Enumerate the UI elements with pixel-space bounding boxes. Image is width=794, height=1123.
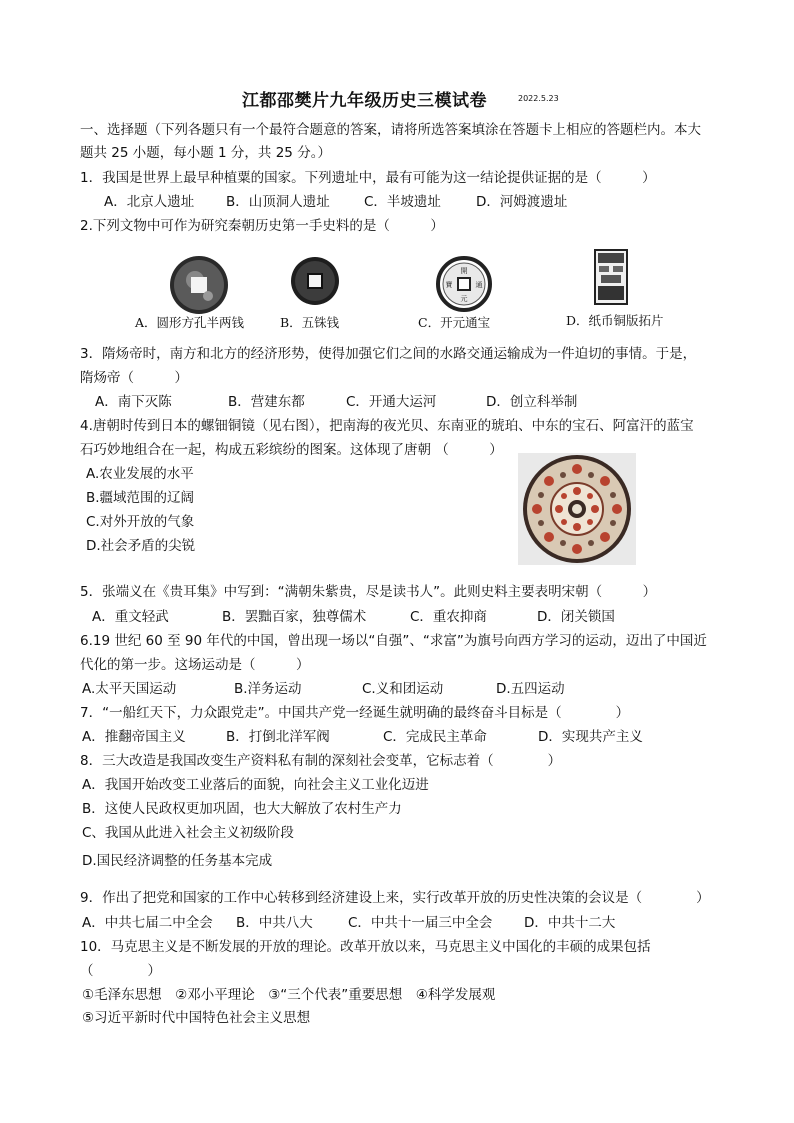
q8-option-a: A．我国开始改变工业落后的面貌，向社会主义工业化迈进	[82, 777, 429, 793]
q9-option-d: D．中共十二大	[524, 915, 616, 931]
q1-option-c: C．半坡遗址	[364, 194, 441, 210]
q2-stem: 2.下列文物中可作为研究秦朝历史第一手史料的是（ ）	[80, 218, 444, 234]
q5-stem: 5．张端义在《贵耳集》中写到：“满朝朱紫贵，尽是读书人”。此则史料主要表明宋朝（ ）	[80, 584, 657, 600]
q4-option-c: C.对外开放的气象	[86, 514, 195, 530]
q7-option-b: B．打倒北洋军阀	[226, 729, 330, 745]
q10-items-line2: ⑤习近平新时代中国特色社会主义思想	[82, 1010, 311, 1026]
q6-stem-line1: 6.19 世纪 60 至 90 年代的中国，曾出现一场以“自强”、“求富”为旗号向西方学习的运动，迈出了中国近	[80, 633, 707, 649]
q6-option-a: A.太平天国运动	[82, 681, 177, 697]
q6-option-d: D.五四运动	[496, 681, 565, 697]
q10-items-line1: ①毛泽东思想 ②邓小平理论 ③“三个代表”重要思想 ④科学发展观	[82, 987, 496, 1003]
q3-option-c: C．开通大运河	[346, 394, 437, 410]
q3-option-b: B．营建东都	[228, 394, 305, 410]
exam-date: 2022.5.23	[518, 94, 559, 103]
tang-mirror-image	[518, 453, 636, 565]
svg-text:通: 通	[475, 281, 483, 289]
q8-option-c: C、我国从此进入社会主义初级阶段	[82, 825, 294, 841]
q9-stem: 9．作出了把党和国家的工作中心转移到经济建设上来，实行改革开放的历史性决策的会议是（ ）	[80, 890, 710, 906]
q2-option-c: C．开元通宝	[418, 315, 491, 330]
section-instructions-line1: 一、选择题（下列各题只有一个最符合题意的答案，请将所选答案填涂在答题卡上相应的答题栏内。本大	[80, 122, 701, 138]
q9-option-a: A．中共七届二中全会	[82, 915, 213, 931]
q3-option-a: A．南下灭陈	[95, 394, 172, 410]
q7-option-a: A．推翻帝国主义	[82, 729, 186, 745]
q7-option-c: C．完成民主革命	[383, 729, 487, 745]
q1-stem: 1．我国是世界上最早种植粟的国家。下列遗址中，最有可能为这一结论提供证据的是（ ）	[80, 170, 656, 186]
svg-text:寶: 寶	[445, 281, 453, 289]
q9-option-c: C．中共十一届三中全会	[348, 915, 493, 931]
q4-stem-line2: 石巧妙地组合在一起，构成五彩缤纷的图案。这体现了唐朝 （ ）	[80, 442, 503, 458]
q4-option-a: A.农业发展的水平	[86, 466, 194, 482]
q5-option-d: D．闭关锁国	[537, 609, 615, 625]
q1-option-b: B．山顶洞人遗址	[226, 194, 330, 210]
q9-option-b: B．中共八大	[236, 915, 313, 931]
q1-option-a: A．北京人遗址	[104, 194, 195, 210]
q3-option-d: D．创立科举制	[486, 394, 578, 410]
q8-stem: 8．三大改造是我国改变生产资料私有制的深刻社会变革，它标志着（ ）	[80, 753, 562, 769]
q6-option-b: B.洋务运动	[234, 681, 302, 697]
q1-option-d: D．河姆渡遗址	[476, 194, 568, 210]
q10-stem-line1: 10．马克思主义是不断发展的开放的理论。改革开放以来，马克思主义中国化的丰硕的成果包括	[80, 939, 651, 955]
q4-option-d: D.社会矛盾的尖锐	[86, 538, 196, 554]
kaiyuan-coin-image	[436, 256, 492, 312]
q8-option-d: D.国民经济调整的任务基本完成	[82, 853, 273, 869]
q10-stem-line2: （ ）	[80, 963, 161, 979]
q5-option-a: A．重文轻武	[92, 609, 169, 625]
q8-option-b: B．这使人民政权更加巩固，也大大解放了农村生产力	[82, 801, 402, 817]
q2-option-b: B．五铢钱	[280, 315, 340, 330]
q4-stem-line1: 4.唐朝时传到日本的螺钿铜镜（见右图），把南海的夜光贝、东南亚的琥珀、中东的宝石、阿富汗的蓝宝	[80, 418, 694, 434]
q4-option-b: B.疆域范围的辽阔	[86, 490, 195, 506]
banliang-coin-image	[168, 254, 230, 316]
svg-text:元: 元	[460, 295, 468, 303]
q7-stem: 7．“一船红天下，力众跟党走”。中国共产党一经诞生就明确的最终奋斗目标是（ ）	[80, 705, 630, 721]
q7-option-d: D．实现共产主义	[538, 729, 643, 745]
svg-text:開: 開	[460, 267, 468, 275]
q5-option-c: C．重农抑商	[410, 609, 487, 625]
q2-option-d: D．纸币铜版拓片	[566, 313, 664, 328]
exam-title: 江都邵樊片九年级历史三模试卷	[242, 91, 487, 111]
q6-stem-line2: 代化的第一步。这场运动是（ ）	[80, 657, 310, 673]
q6-option-c: C.义和团运动	[362, 681, 444, 697]
banknote-rubbing-image	[594, 249, 628, 305]
section-instructions-line2: 题共 25 小题，每小题 1 分，共 25 分。）	[80, 145, 331, 161]
q3-stem-line1: 3．隋炀帝时，南方和北方的经济形势，使得加强它们之间的水路交通运输成为一件迫切的事情。于是，	[80, 346, 697, 362]
q2-option-a: A．圆形方孔半两钱	[135, 315, 245, 330]
q3-stem-line2: 隋炀帝（ ）	[80, 370, 188, 386]
q5-option-b: B．罢黜百家，独尊儒术	[222, 609, 367, 625]
wuzhu-coin-image	[290, 256, 340, 306]
